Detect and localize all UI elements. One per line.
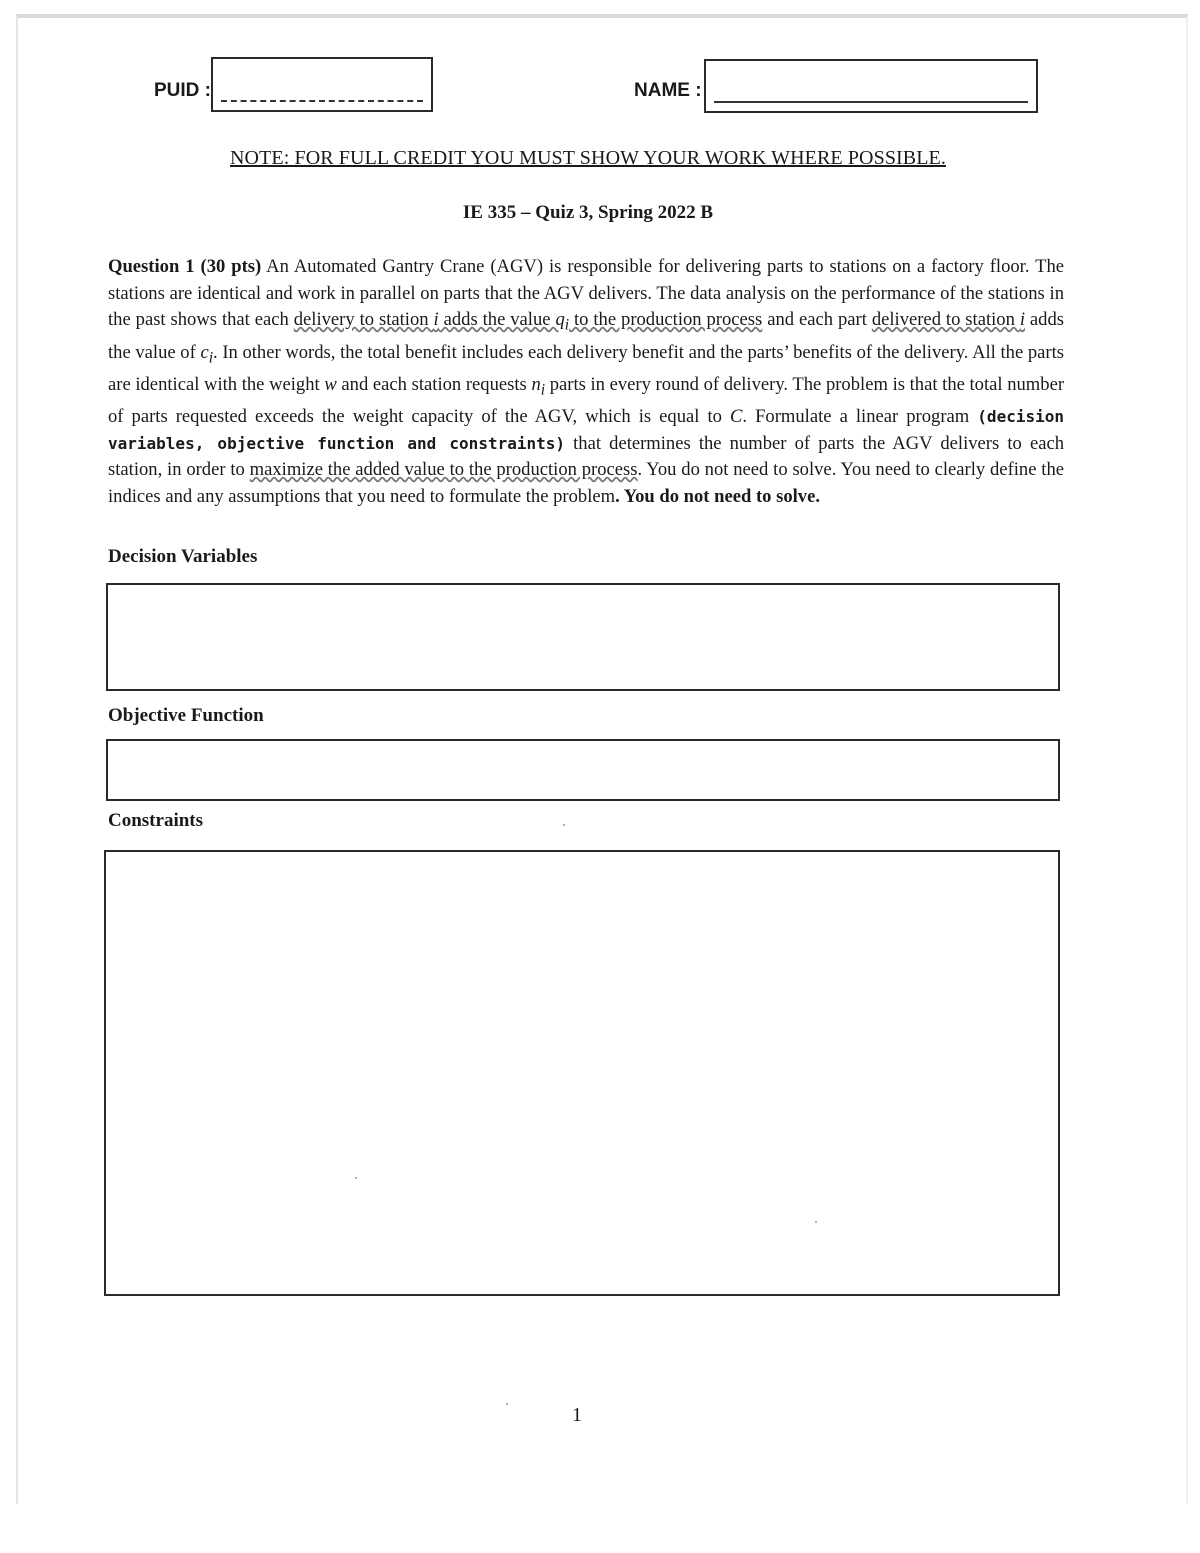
- puid-field[interactable]: [211, 57, 433, 112]
- name-field[interactable]: [704, 59, 1038, 113]
- name-underline: [714, 101, 1028, 103]
- page-number: 1: [572, 1404, 582, 1426]
- objective-function-heading: Objective Function: [108, 705, 264, 726]
- question-label: Question 1 (30 pts): [108, 256, 262, 277]
- scan-speck: [355, 1177, 357, 1179]
- constraints-answer-box[interactable]: [104, 850, 1060, 1296]
- quiz-title: IE 335 – Quiz 3, Spring 2022 B: [462, 202, 714, 223]
- scan-speck: [563, 824, 565, 826]
- name-label: NAME :: [634, 80, 702, 101]
- emphasis-text: (decision variables, objective function and constraints): [108, 407, 1064, 453]
- puid-label: PUID :: [154, 80, 211, 101]
- question-1-text: Question 1 (30 pts) An Automated Gantry Crane (AGV) is responsible for delivering parts to stations on a factory floor. The stations are identical and work in parallel on parts that the AGV delivers. The data analysis on the performance of the stations in the past shows that each delivery to station i adds the value $q_i$ to the production process and each part delivered to station i adds the value of $c_i$. In other words, the total benefit includes each delivery benefit and the parts’ benefits of the delivery. All the parts are identical with the weight w and each station requests $n_i$ parts in every round of delivery. The problem is that the total number of parts requested exceeds the weight capacity of the AGV, which is equal to C. Formulate a linear program (decision variables, objective function and constraints) that determines the number of parts the AGV delivers to each station, in order to maximize the added value to the production process. You do not need to solve. You need to clearly define the indices and any assumptions that you need to formulate the problem. You do not need to solve.: [108, 256, 1065, 507]
- constraints-heading: Constraints: [108, 810, 204, 831]
- decision-variables-heading: Decision Variables: [108, 546, 258, 567]
- decision-variables-answer-box[interactable]: [106, 583, 1060, 691]
- objective-function-answer-box[interactable]: [106, 739, 1060, 801]
- scan-speck: [815, 1221, 817, 1223]
- scan-speck: [506, 1403, 508, 1405]
- note-instructions: NOTE: FOR FULL CREDIT YOU MUST SHOW YOUR WORK WHERE POSSIBLE.: [230, 147, 946, 169]
- handwritten-underline: delivery to station i adds the value $q_i$ to the production process: [293, 309, 763, 334]
- puid-dash-line: [221, 100, 423, 102]
